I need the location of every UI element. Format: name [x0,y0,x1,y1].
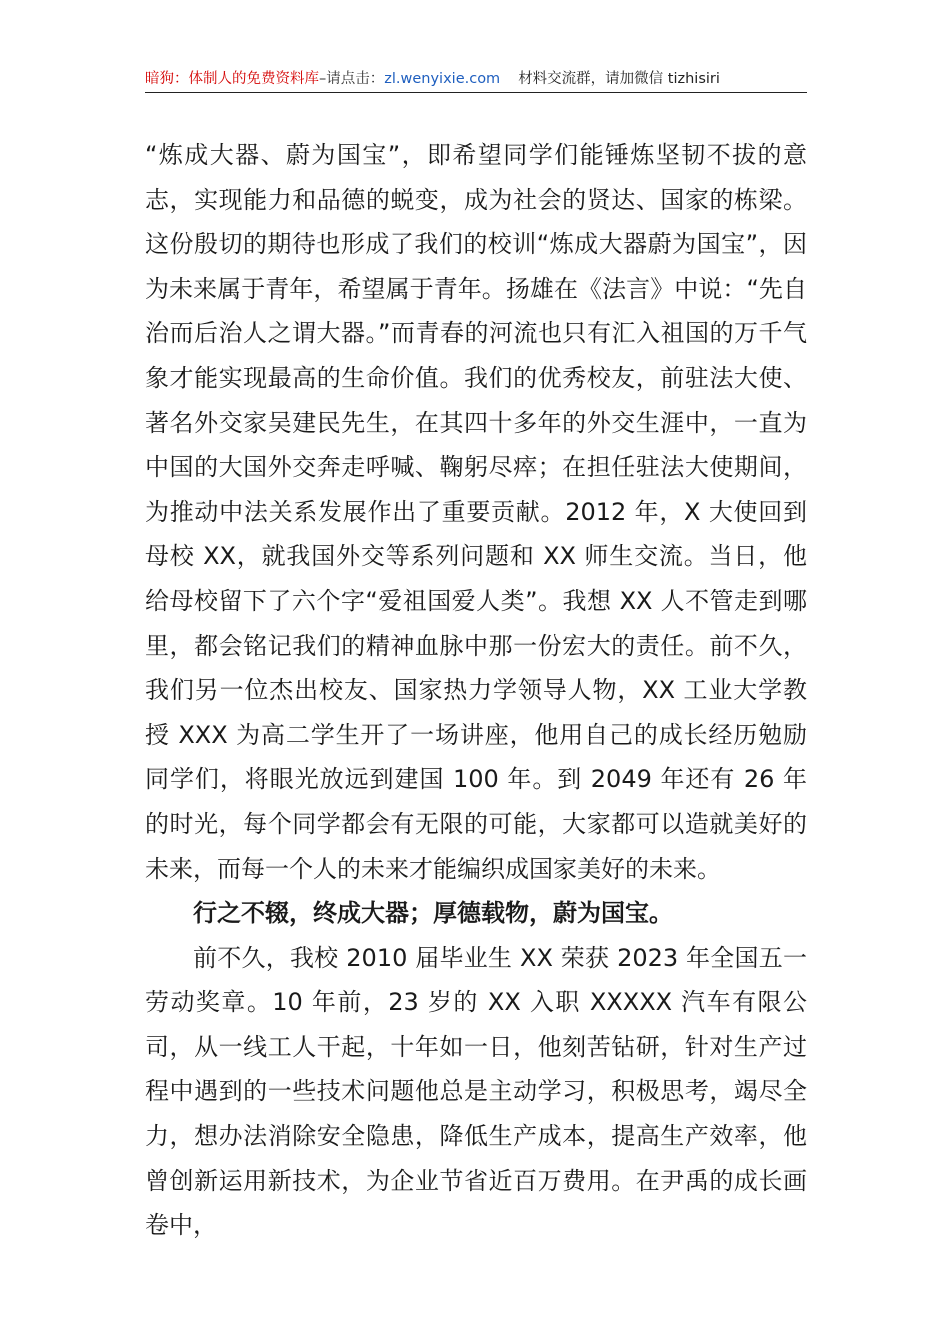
header-separator: –请点击： [319,71,385,87]
document-body [145,133,807,1248]
page-header [145,68,807,93]
header-contact: 材料交流群，请加微信 tizhisiri [518,71,720,87]
header-brand: 暗狗：体制人的免费资料库 [145,71,319,87]
paragraph-2: 前不久，我校 2010 届毕业生 XX 荣获 2023 年全国五一劳动奖章。10 年前，23 岁的 XX 入职 XXXXX 汽车有限公司，从一线工人干起，十年如一日，他刻苦钻研，针对生产过程中遇到的一些技术问题他总是主动学习，积极思考，竭尽全力，想办法消除安全隐患，降低生产成本，提高生产效率，他曾创新运用新技术，为企业节省近百万费用。在尹禹的成长画卷中， [145,943,807,1240]
section-heading: 行之不辍，终成大器；厚德载物，蔚为国宝。 [193,899,673,928]
header-link[interactable]: zl.wenyixie.com [384,71,501,87]
paragraph-1: “炼成大器、蔚为国宝”，即希望同学们能锤炼坚韧不拔的意志，实现能力和品德的蜕变，成为社会的贤达、国家的栋梁。这份殷切的期待也形成了我们的校训“炼成大器蔚为国宝”，因为未来属于青年，希望属于青年。扬雄在《法言》中说：“先自治而后治人之谓大器。”而青春的河流也只有汇入祖国的万千气象才能实现最高的生命价值。我们的优秀校友，前驻法大使、著名外交家吴建民先生，在其四十多年的外交生涯中，一直为中国的大国外交奔走呼喊、鞠躬尽瘁；在担任驻法大使期间，为推动中法关系发展作出了重要贡献。2012 年，X 大使回到母校 XX，就我国外交等系列问题和 XX 师生交流。当日，他给母校留下了六个字“爱祖国爱人类”。我想 XX 人不管走到哪里，都会铭记我们的精神血脉中那一份宏大的责任。前不久，我们另一位杰出校友、国家热力学领导人物，XX 工业大学教授 XXX 为高二学生开了一场讲座，他用自己的成长经历勉励同学们，将眼光放远到建国 100 年。到 2049 年还有 26 年的时光，每个同学都会有无限的可能，大家都可以造就美好的未来，而每一个人的未来才能编织成国家美好的未来。 [145,141,807,883]
